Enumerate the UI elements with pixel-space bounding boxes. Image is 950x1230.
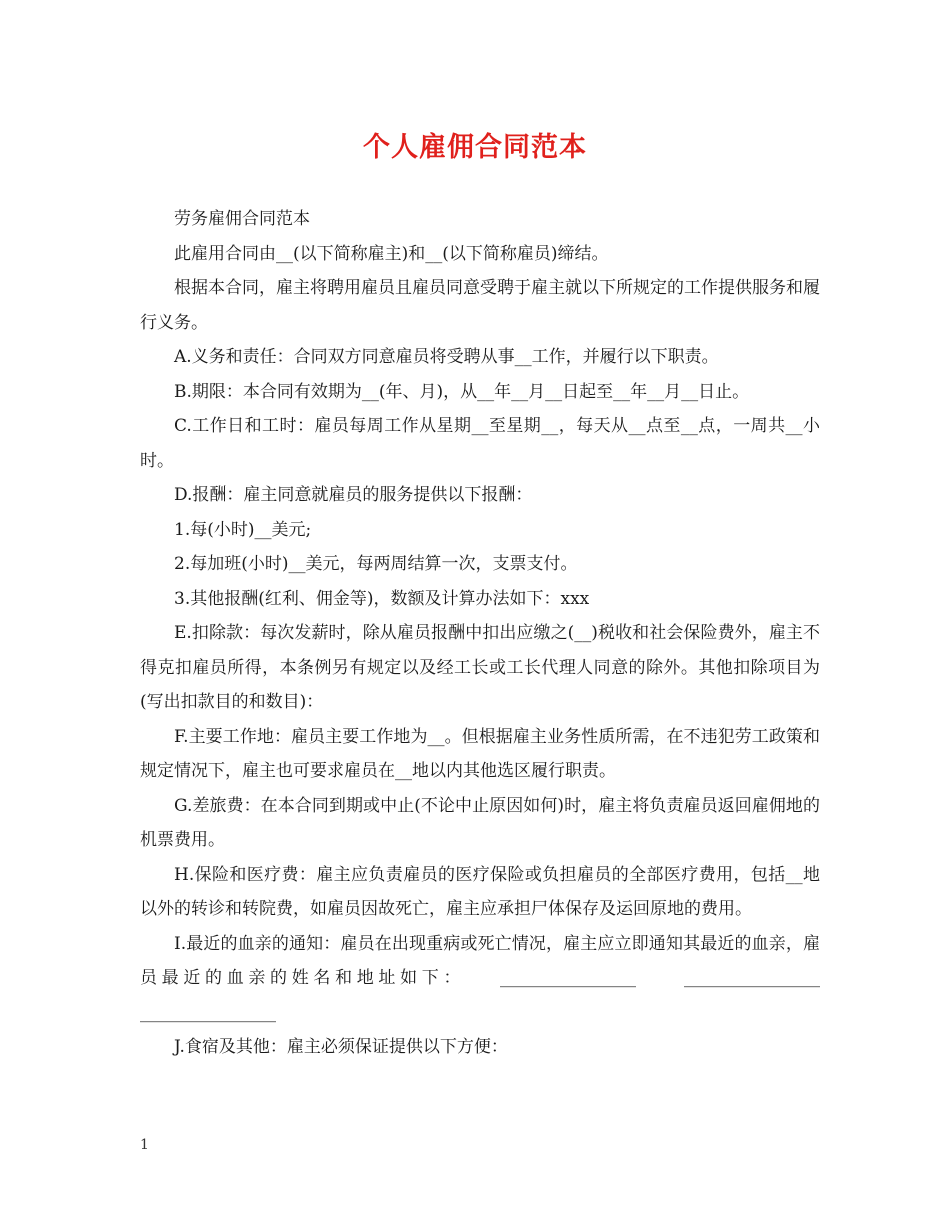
paragraph-basis: 根据本合同，雇主将聘用雇员且雇员同意受聘于雇主就以下所规定的工作提供服务和履行义务。 <box>140 278 820 333</box>
paragraph-travel: G.差旅费：在本合同到期或中止(不论中止原因如何)时，雇主将负责雇员返回雇佣地的机票费用。 <box>140 795 820 850</box>
page-number: 1 <box>140 1137 149 1153</box>
document-title: 个人雇佣合同范本 <box>363 132 587 163</box>
paragraph-duties: A.义务和责任：合同双方同意雇员将受聘从事__工作，并履行以下职责。 <box>174 347 719 367</box>
paragraph-pay-overtime: 2.每加班(小时)__美元，每两周结算一次，支票支付。 <box>174 554 578 574</box>
paragraph-pay: D.报酬：雇主同意就雇员的服务提供以下报酬： <box>174 485 533 505</box>
paragraph-pay-other: 3.其他报酬(红利、佣金等)，数额及计算办法如下：xxx <box>174 588 590 609</box>
paragraph-hours: C.工作日和工时：雇员每周工作从星期__至星期__，每天从__点至__点，一周共__小时。 <box>140 416 820 471</box>
paragraph-next-of-kin: I.最近的血亲的通知：雇员在出现重病或死亡情况，雇主应立即通知其最近的血亲，雇员最近的血亲的姓名和地址如下： ________________ ________________ ________________ <box>140 933 854 1023</box>
paragraph-heading: 劳务雇佣合同范本 <box>174 209 310 229</box>
paragraph-term: B.期限：本合同有效期为__(年、月)，从__年__月__日起至__年__月__日止。 <box>174 381 750 402</box>
paragraph-parties: 此雇用合同由__(以下简称雇主)和__(以下简称雇员)缔结。 <box>174 243 609 264</box>
document-body <box>140 202 854 1065</box>
paragraph-insurance: H.保险和医疗费：雇主应负责雇员的医疗保险或负担雇员的全部医疗费用，包括__地以外的转诊和转院费，如雇员因故死亡，雇主应承担尸体保存及运回原地的费用。 <box>140 864 820 919</box>
paragraph-lodging: J.食宿及其他：雇主必须保证提供以下方便： <box>174 1037 508 1057</box>
paragraph-workplace: F.主要工作地：雇员主要工作地为__。但根据雇主业务性质所需，在不违犯劳工政策和规定情况下，雇主也可要求雇员在__地以内其他选区履行职责。 <box>140 726 820 781</box>
paragraph-pay-hourly: 1.每(小时)__美元; <box>174 519 312 540</box>
paragraph-deductions: E.扣除款：每次发薪时，除从雇员报酬中扣出应缴之(__)税收和社会保险费外，雇主不得克扣雇员所得，本条例另有规定以及经工长或工长代理人同意的除外。其他扣除项目为(写出扣款目的和数目)： <box>140 623 820 712</box>
